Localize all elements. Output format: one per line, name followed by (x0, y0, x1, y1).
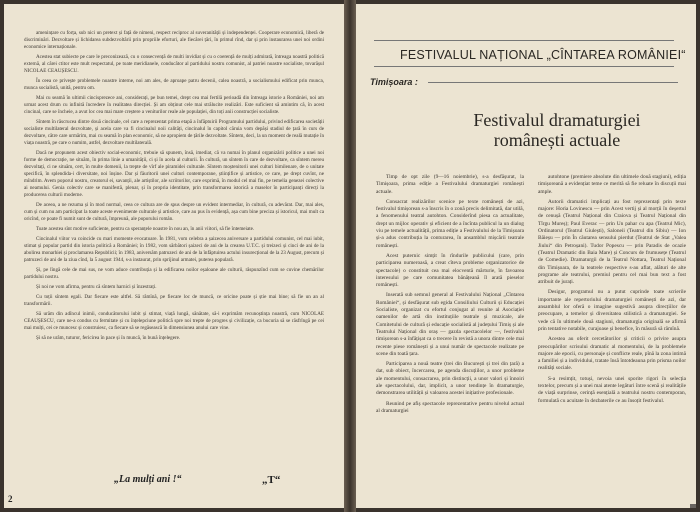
article-paragraph: De aceea, a ne rezuma și în mod normal, ceea ce cultura are de spus despre un evident intermediar, în cultură, cu adevărat. Dar, mai ales, cum și cum nu am participat la toate aceste evenimente culturale și artistice, care au pus în evidență, așa cum bine preciza și istoricul, mai mult ca oricînd, ce poate fi numit sunt de cultură, împreună, ale poporului român. (24, 202, 324, 222)
city-label: Timișoara : (370, 77, 418, 87)
column-1-paragraph: Acest puternic simțit în rîndurile publicului (care, prin participarea numeroasă, a creat cîteva probleme organizatorice de spectacole) o constituit cea mai elocventă mărturie, în favoarea interesului pe care comunitatea bănățeană îl arată pieselor românești. (376, 252, 524, 289)
article-paragraph: Cu toții sîntem egali. Dar fiecare este altfel. Să rămînă, pe fiecare loc de muncă, ce oricine poate și știe mai bine; să fie un an al transformării. (24, 294, 324, 307)
top-rule (374, 40, 674, 41)
article-columns (376, 174, 686, 508)
binding-clip (690, 504, 696, 508)
article-paragraph: Toate acestea sînt motive suficiente, pentru ca speranțele noastre în nou an, în anii viitori, să fie întemeiate. (36, 226, 255, 232)
column-2-paragraph: S-a resimțit, totuși, nevoia unei sporite rigori în selecția textelor, precum și a unei mai atente legături între scenă și realitățile de viață surprinse, cerință esențială a teatrului nostru contemporan, formulată cu acuitate în dezbaterile ce au însoțit festivalul. (538, 375, 686, 404)
festival-title: FESTIVALUL NAȚIONAL „CÎNTAREA ROMÂNIEI“ (400, 48, 686, 62)
article-column-2 (538, 174, 686, 508)
binding-spine (344, 0, 356, 512)
article-paragraph: Să urăm din adîncul inimii, conducătorului iubit și stimat, viață lungă, sănătate, să-i exprimăm recunoștința noastră, cum NICOLAE CEAUȘESCU, care ne-a condus cu fermitate și cu înțelepciune politică spre noi trepte de progres și civilizație, ca bucuria să se răsfrîngă pe cei mai mulți, cei ce muncesc și construiesc, ca fiecare să se regăsească în dimensiunea anului care vine. (24, 311, 324, 331)
article-paragraph: amenințare cu forța, sub nici un pretext și față de nimeni, respect reciproc al suveranității și independenței. Cooperare economică, liberă de discriminări. Dezvoltare și lichidarea subdezvoltării prin propriile eforturi, ale fiecărei țări, în primul rînd, dar și prin instaurarea unei noi ordini economice internaționale. (24, 30, 324, 50)
column-1-paragraph: Consacrat realizărilor scenice pe texte românești de azi, festivalul timișorean s-a înscris în o zonă precis delimitată, dar utilă, a fenomenului teatral autohton. Considerînd piesa ca actualitate, drept un mijloc operativ și eficient de a încînta publicul la un dialog viu pe temele actualității, prima ediție a Festivalului de la Timișoara și-a adus contribuția la conturarea, în ansamblul mișcării teatrale românești. (376, 198, 524, 249)
article-paragraph: Cincinalul viitor va coincide cu mari momente evocatoare. În 1981, vom celebra a șaizecea aniversare a partidului comunist, cel mai iubit, stimat și popular partid din istoria politică a României; în 1982, vom sărbători șaizeci de ani de la crearea U.T.C. și treizeci și cinci de ani de la abolirea monarhiei și proclamarea Republicii; în 1983, aniversăm patruzeci de ani de la înfăptuirea actului insurecțional de la 23 August, precum și patruzeci de ani de la ziua cînd, la 5 august 1944, s-a instaurat, prin sprijinul armatei, puterea populară. (24, 236, 324, 263)
article-column-1 (376, 174, 524, 508)
column-1-paragraph: Reunind pe afiș spectacole reprezentative pentru nivelul actual al dramaturgiei (376, 400, 524, 414)
new-year-slogan: „La mulți ani !“ (114, 474, 182, 485)
column-1-paragraph: Timp de opt zile (9—16 noiembrie), s-a desfășurat, la Timișoara, prima ediție a Festivalului dramaturgiei românești actuale. (376, 174, 524, 195)
magazine-mark: „T“ (262, 474, 281, 486)
column-2-paragraph: Desigur, programul nu a putut cuprinde toate scrierile importante ale repertoriului dramaturgiei românești de azi, dar ansamblul lor oferă o imagine sugestivă asupra direcțiilor de preocupare, a temelor și diversitatea stilistică a dramaturgiei. Se vede că în ultimele două stagiuni, dramaturgia originală se afirmă prin tentative notabile, curajoase și benefice, în măsură să rămînă. (538, 289, 686, 332)
article-paragraph: Mai cu seamă în ultimii cincisprezece ani, considerați, pe bun temei, drept cea mai fertilă perioadă din întreaga istorie a României, noi am urmat acest drum cu infinită încredere în realitatea direcției. Și am obținut cele mai strălucite realizări. Este suficient să amintim că, în acest cincinal, care se încheie, a avut loc cea mai mare creștere a veniturilor reale ale populației, din toți anii construcției socialiste. (24, 95, 324, 115)
column-2-paragraph: Autorii dramatici implicați au fost reprezentați prin texte majore: Horia Lovinescu — prin Acest vertij și al morții în deșertul de cenușă (Teatrul Național din Craiova și Teatrul Național din Tîrgu Mureș); Paul Everac — prin Un pahar cu apa (Teatrul Mic), Ordinatorul (Teatrul Giulești), Saloneii (Teatrul din Sibiu) — Ion Băieșu — prin În căutarea sensului pierdut (Teatrul de Stat „Valea Jiului“ din Petroșani). Tudor Popescu — prin Paradis de ocazie (Teatrul Dramatic din Baia Mare) și Concurs de frumusețe (Teatrul de Comedie). Dramaturgii de la Teatrul Nottara, Teatrul Național din Timișoara, de la teatrele respective s-au aflat, alături de alte programe ale teatrului, premiul pentru cel mai bun text a fost atribuit de jurați. (538, 198, 686, 286)
article-paragraph: Acestea stat subiecte pe care le preconizează, cu o consecvență de multi invidiat și cu o coerență de mulți admirată, întreaga noastră politică externă, al cărei ctitor este mult respectatul, pe toate meridianele, conducător al partidului nostru comunist, al patriei noastre socialiste, tovarășul NICOLAE CEAUȘESCU. (24, 54, 324, 74)
headline-line-2: românești actuale (493, 130, 621, 150)
left-page-article (24, 30, 324, 460)
column-1-paragraph: Inserată sub semnul general al Festivalului Național „Cîntarea României“, și desfășurat sub egida Consiliului Culturii și Educației Socialiste, organizat cu efortul conjugat al reunite al Asociației oamenilor de artă din instituțiile teatrale și muzicale, ale Comitetului de cultură și educație socialistă al județului Timiș și ale Teatrului Național din oraș — gazda spectacolelor —, festivalul timișorean s-a înfățișat ca o trecere în revistă a unora dintre cele mai recente piese românești și a unui număr de spectacole realizate pe scene din toată țara. (376, 292, 524, 357)
article-paragraph: Și, pe lîngă cele de mai sus, ne vom aduce contribuția și la edificarea noilor eșaloane ale culturii, răspunzînd cum se cuvine chemărilor partidului nostru. (24, 267, 324, 280)
right-page (356, 4, 696, 508)
column-2-paragraph: Acestea au oferit cercetătorilor și criticii o privire asupra preocupărilor scrisului dramatic al momentului, de la problemele majore ale epocii, cu personaje și conflicte reale, pînă la zona intimă a familiei și a individului, tratate însă întotdeauna prin prisma noilor realități sociale. (538, 336, 686, 372)
article-headline (442, 110, 672, 150)
left-page (4, 4, 344, 508)
article-paragraph: Dacă ne propunem acest obiectiv social-economic, trebuie să spunem, însă, imediat, că va numai în planul organizării politice a unei noi forme de democrație, ne situăm, în prima linie a umanității, ci și în acela al culturii. În cultură, un sîntem în care de dezvoltare, ca sîntem mereu dezvoltați, ci ne situăm, cert, în multe domenii, la trepte de vîrf ale piramidei culturale. Sîntem moștenitorii unei culturi bimilenare, de o unitate specifică, în splendida-i diversitate, noi înșine. Dar și făuritorii unei culturi contemporane, științifice și artistice, ce care, pe drept cuvînt, ne mîndrim. Avem poporul nostru, creatorul ei, savanții, ale artiștilor, ale scriitorilor, care exprimă, în modul cel mai fin, pe temelia genezei colective ai neamului. Genia colectiv care se manifestă, plenar, și în propria identitate, prin transformarea istorică a maselor în participanți direcți la producerea culturii moderne. (24, 150, 324, 198)
column-1-paragraph: Participarea a nouă teatre (trei din București și trei din țară) a dat, sub obiect, încercarea, pe agenda discuțiilor, a unor probleme ale momentului, consacrarea, prin distincții, a unor valori și înnoiri ale spectacolului, dar, implicit, a unor tendințe în dramaturgie, demonstrarea utilității și valoarea acestei inițiative profesionale. (376, 361, 524, 397)
page-number: 2 (8, 494, 13, 504)
city-rule (428, 82, 678, 83)
title-rule (374, 66, 674, 67)
article-paragraph: Și să ne urăm, tuturor, fericirea în pace și în muncă, în bună înțelegere. (36, 335, 181, 341)
headline-line-1: Festivalul dramaturgiei (473, 110, 641, 130)
column-2-paragraph: autohtone (premiere absolute din ultimele două stagiuni), ediția timișoreană a evidențiat teme ce merită să fie reluate în discuții mai ample. (538, 174, 686, 195)
article-paragraph: Sîntem în răscrucea dintre două cincinale, cel care a reprezentat prima etapă a înfăptuirii Programului partidului, privind edificarea societății socialiste multilateral dezvoltate, și acela care va fi cincinalul noii calități, cincinalul în capitol căruia vom depăși stadiul de țară în curs de dezvoltare, către care urmărim, mai cu seamă în plan economic, să ne apropiem de țările dezvoltate. Sîntem, deci, la un moment de reală mutație în viața noastră, pe care o numim, astfel, dezvoltare multilaterală. (24, 119, 324, 146)
article-paragraph: Și noi ne vom afirma, pentru că sîntem harnici și înzestrați. (36, 284, 157, 290)
article-paragraph: În ceea ce privește problemele noastre interne, noi am ales, de aproape patru decenii, calea noastră, a socialismului edificat prin munca, munca socialistă, unită, pentru om. (24, 78, 324, 91)
